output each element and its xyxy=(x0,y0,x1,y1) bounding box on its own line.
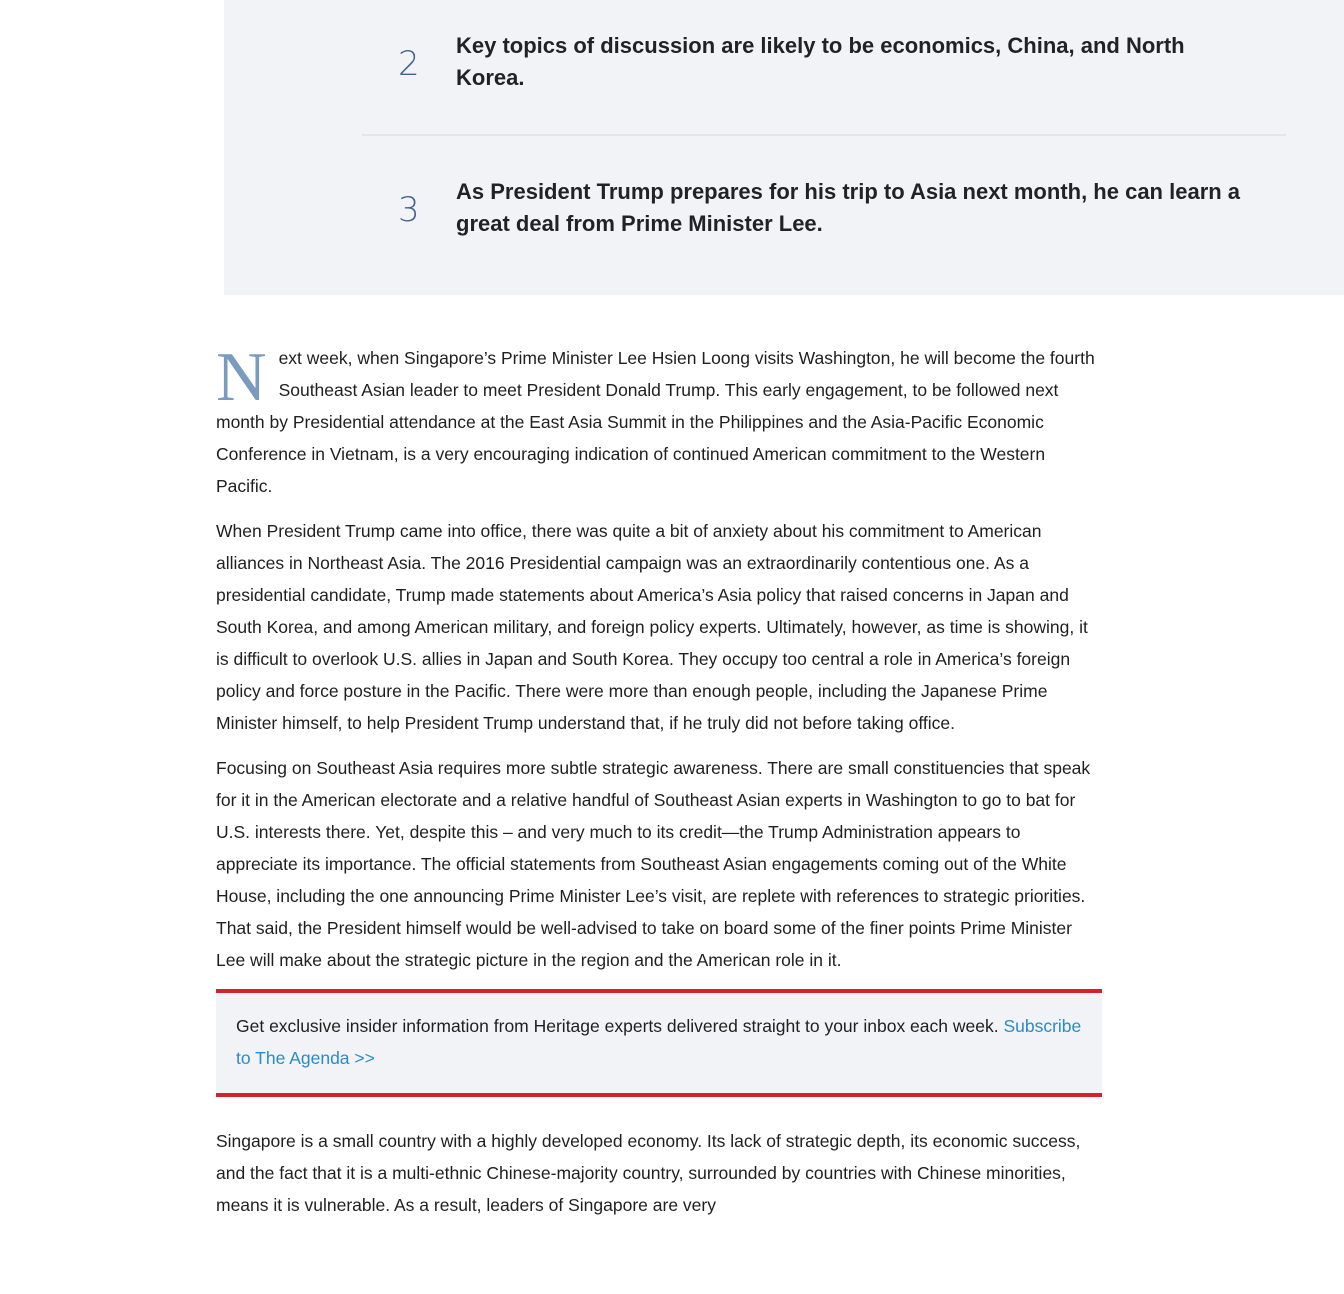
takeaway-divider xyxy=(362,134,1286,136)
article-paragraph: When President Trump came into office, there was quite a bit of anxiety about his commitment to American alliances in Northeast Asia. The 2016 Presidential campaign was an extraordinarily contentious one. As a presidential candidate, Trump made statements about America’s Asia policy that raised concerns in Japan and South Korea, and among American military, and foreign policy experts. Ultimately, however, as time is showing, it is difficult to overlook U.S. allies in Japan and South Korea. They occupy too central a role in America’s foreign policy and force posture in the Pacific. There were more than enough people, including the Japanese Prime Minister himself, to help President Trump understand that, if he truly did not before taking office. xyxy=(216,521,1088,733)
takeaway-text: As President Trump prepares for his trip to Asia next month, he can learn a great deal from Prime Minister Lee. xyxy=(456,179,1241,236)
takeaway-number: 2 xyxy=(398,44,420,84)
article-paragraph: Singapore is a small country with a highly developed economy. Its lack of strategic depth, its economic success, and the fact that it is a multi-ethnic Chinese-majority country, surrounded by countries with Chinese minorities, means it is vulnerable. As a result, leaders of Singapore are very xyxy=(216,1131,1081,1215)
article-paragraph: Focusing on Southeast Asia requires more subtle strategic awareness. There are small constituencies that speak for it in the American electorate and a relative handful of Southeast Asian experts in Washington to go to bat for U.S. interests there. Yet, despite this – and very much to its credit—the Trump Administration appears to appreciate its importance. The official statements from Southeast Asian engagements coming out of the White House, including the one announcing Prime Minister Lee’s visit, are replete with references to strategic priorities. That said, the President himself would be well-advised to take on board some of the finer points Prime Minister Lee will make about the strategic picture in the region and the American role in it. xyxy=(216,758,1091,970)
takeaway-number: 3 xyxy=(398,190,420,230)
article-paragraph xyxy=(216,339,1102,502)
paragraph-text: ext week, when Singapore’s Prime Minister Lee Hsien Loong visits Washington, he will become the fourth Southeast Asian leader to meet President Donald Trump. This early engagement, to be followed next month by Presidential attendance at the East Asia Summit in the Philippines and the Asia-Pacific Economic Conference in Vietnam, is a very encouraging indication of continued American commitment to the Western Pacific. xyxy=(216,348,1095,496)
subscribe-link[interactable]: Subscribe to The Agenda >> xyxy=(236,1016,1082,1068)
article-body xyxy=(216,339,1102,1234)
takeaway-text: Key topics of discussion are likely to be economics, China, and North Korea. xyxy=(456,33,1185,90)
key-takeaways-box xyxy=(224,0,1344,295)
drop-cap: N xyxy=(216,339,267,416)
newsletter-callout xyxy=(216,989,1102,1097)
callout-text: Get exclusive insider information from Heritage experts delivered straight to your inbox each week. xyxy=(236,1016,1004,1036)
